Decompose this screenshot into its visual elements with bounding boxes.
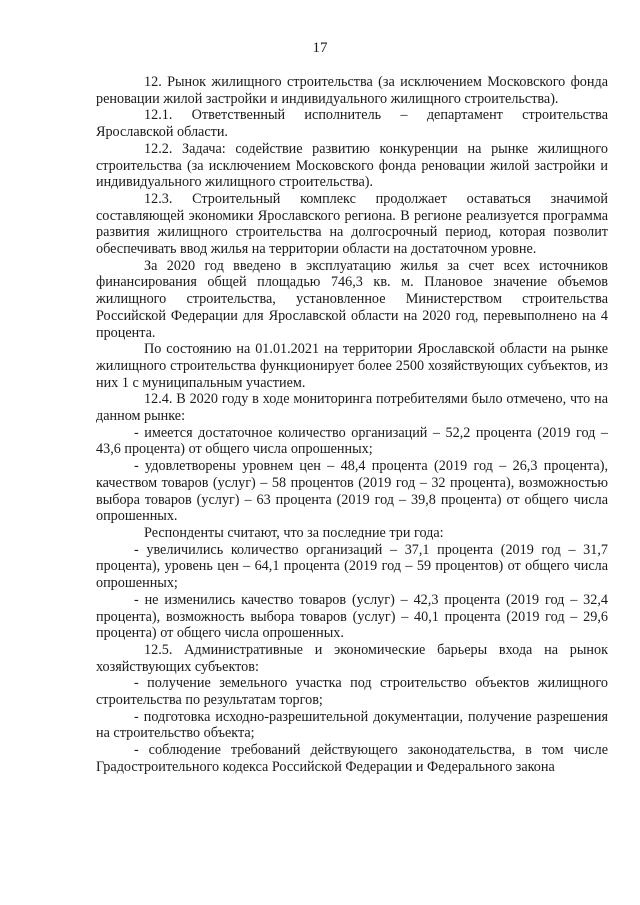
bullet-item: - удовлетворены уровнем цен – 48,4 процента (2019 год – 26,3 процента), качеством товаров (услуг) – 58 процентов (2019 год – 32 процента), возможностью выбора товаров (услуг) – 63 процента (2019 год – 39,8 процента) от общего числа опрошенных. — [96, 458, 608, 525]
paragraph: 12.4. В 2020 году в ходе мониторинга потребителями было отмечено, что на данном рынке: — [96, 391, 608, 425]
paragraph: 12. Рынок жилищного строительства (за исключением Московского фонда реновации жилой застройки и индивидуального жилищного строительства). — [96, 74, 608, 107]
paragraph: За 2020 год введено в эксплуатацию жилья за счет всех источников финансирования общей площадью 746,3 кв. м. Плановое значение объемов жилищного строительства, установленное Министерством строительства Российской Федерации для Ярославской области на 2020 год, перевыполнено на 4 процента. — [96, 257, 608, 341]
paragraph: Респонденты считают, что за последние три года: — [144, 524, 444, 541]
bullet-item: - получение земельного участка под строительство объектов жилищного строительства по результатам торгов; — [96, 675, 608, 709]
paragraph: 12.1. Ответственный исполнитель – департамент строительства Ярославской области. — [96, 107, 608, 141]
page-number: 17 — [312, 40, 328, 56]
document-body — [96, 74, 608, 776]
paragraph: 12.3. Строительный комплекс продолжает оставаться значимой составляющей экономики Ярославского региона. В регионе реализуется программа развития жилищного строительства на долгосрочный период, которая позволит обеспечивать ввод жилья на территории области на достаточном уровне. — [96, 190, 608, 258]
bullet-item: - подготовка исходно-разрешительной документации, получение разрешения на строительство объекта; — [96, 708, 608, 742]
paragraph: 12.5. Административные и экономические барьеры входа на рынок хозяйствующих субъектов: — [96, 641, 608, 675]
paragraph: По состоянию на 01.01.2021 на территории Ярославской области на рынке жилищного строительства функционирует более 2500 хозяйствующих субъектов, из них 1 с муниципальным участием. — [96, 341, 608, 391]
paragraph: 12.2. Задача: содействие развитию конкуренции на рынке жилищного строительства (за исключением Московского фонда реновации жилой застройки и индивидуального жилищного строительства). — [96, 140, 608, 191]
bullet-item: - имеется достаточное количество организаций – 52,2 процента (2019 год – 43,6 процента) от общего числа опрошенных; — [96, 424, 608, 458]
bullet-item: - не изменились качество товаров (услуг) – 42,3 процента (2019 год – 32,4 процента), возможность выбора товаров (услуг) – 40,1 процента (2019 год – 29,6 процента) от общего числа опрошенных. — [96, 591, 608, 642]
bullet-item: - соблюдение требований действующего законодательства, в том числе Градостроительного кодекса Российской Федерации и Федерального закона — [96, 742, 608, 775]
bullet-item: - увеличились количество организаций – 37,1 процента (2019 год – 31,7 процента), уровень цен – 64,1 процента (2019 год – 59 процентов) от общего числа опрошенных; — [96, 541, 608, 592]
